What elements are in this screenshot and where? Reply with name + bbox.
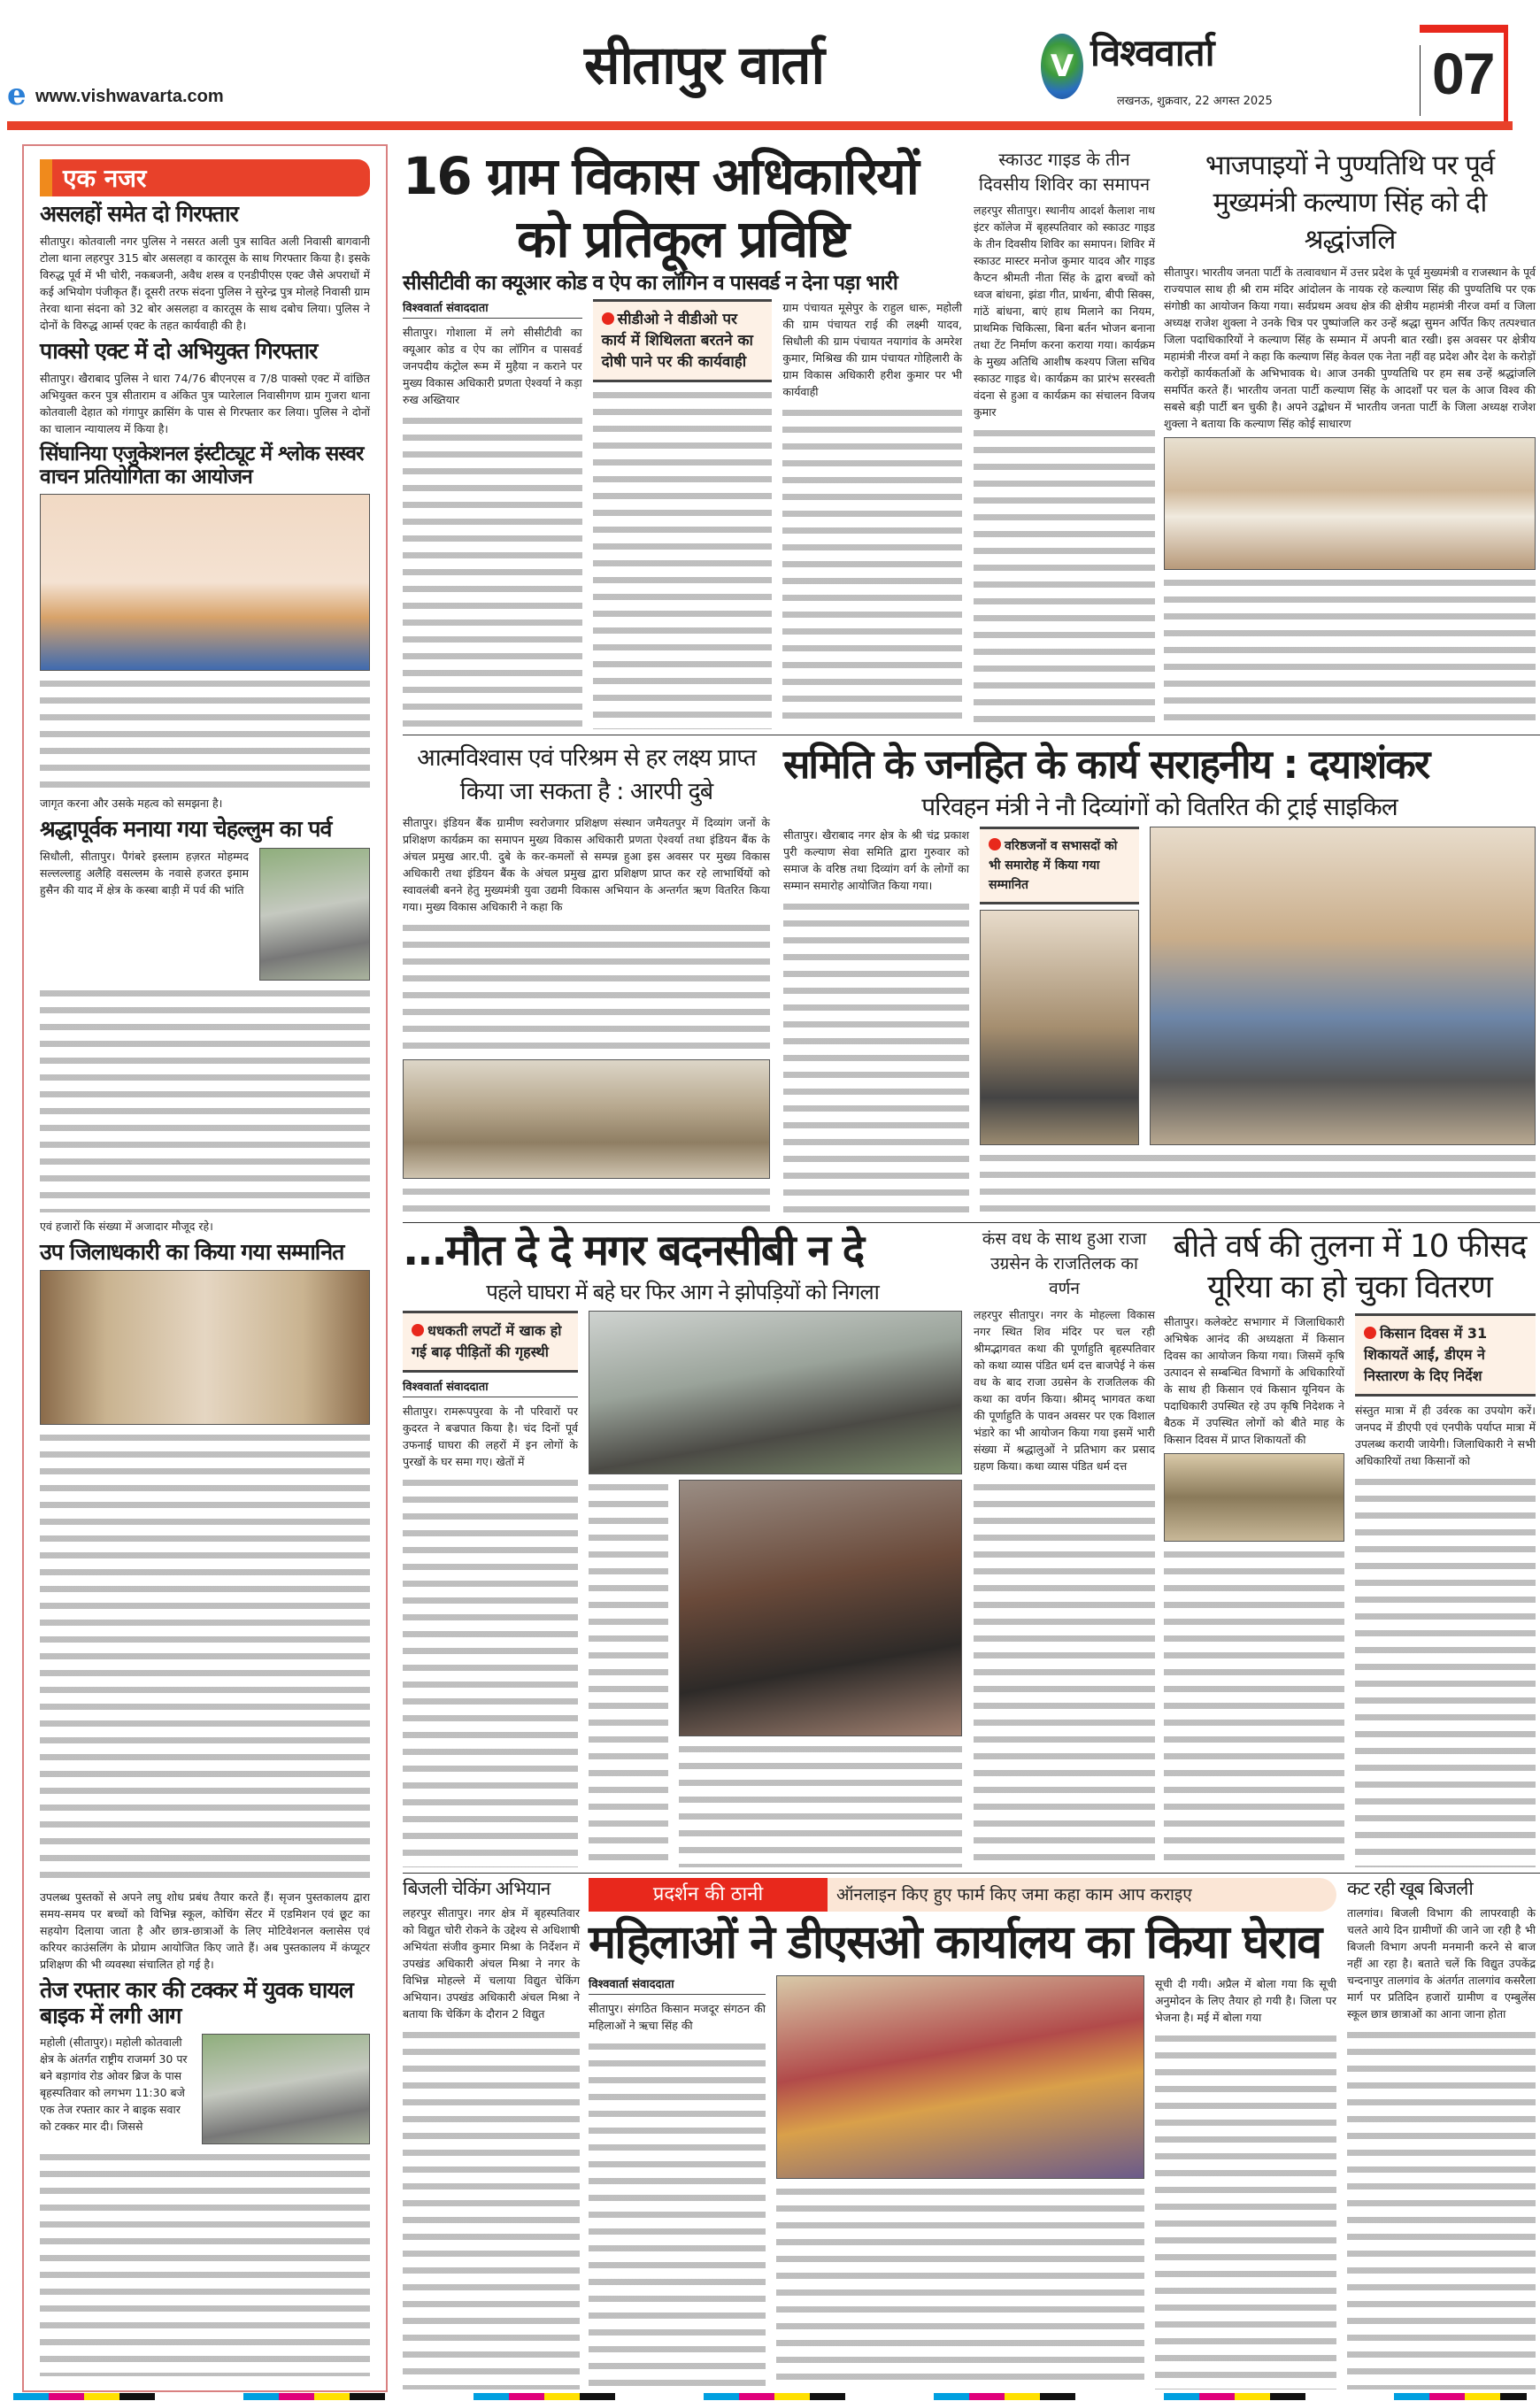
lead-headline: को प्रतिकूल प्रविष्टि (516, 208, 849, 269)
library-photo (40, 1270, 370, 1425)
tribute-meeting-photo (1164, 437, 1536, 570)
paper-logo-icon: V (1041, 34, 1083, 99)
masthead (0, 0, 1540, 133)
story-body: संस्तुत मात्रा में ही उर्वरक का उपयोग करें। जनपद में डीएपी एवं एनपीके पर्याप्त मात्रा में उपलब्ध करायी जायेगी। जिलाधिकारी ने सभी अधिकारियों तथा किसानों को (1355, 1404, 1536, 1467)
highlight-text: किसान दिवस में 31 शिकायतें आईं, डीएम ने निस्तारण के दिए निर्देश (1364, 1325, 1488, 1384)
samiti-story (783, 742, 1536, 1218)
story-body: लहरपुर सीतापुर। स्थानीय आदर्श कैलाश नाथ इंटर कॉलेज में बृहस्पतिवार को स्काउट गाइड के तीन दिवसीय शिविर का समापन। शिविर में स्काउट मास्टर मनोज कुमार यादव और गाइड कैप्टन श्रीमती नीता सिंह के द्वारा बच्चों को ध्वज बांधना, झंडा गीत, प्रार्थना, बीपी सिक्स, गांठें बांधना, बाएं हाथ मिलाने का नियम, प्राथमिक चिकित्सा, बिना बर्तन भोजन बनाना तथा टेंट निर्माण करना कराया गया। कार्यक्रम के मुख्य अतिथि आशीष कश्यप जिला सचिव स्काउट गाइड थे। कार्यक्रम का प्रारंभ सरस्वती वंदना से हुआ व कार्यक्रम का संचालन विजय कुमार (974, 204, 1155, 419)
electricity-check-headline: बिजली चेकिंग अभियान (403, 1878, 551, 1899)
story-body: लहरपुर सीतापुर। नगर क्षेत्र में बृहस्पतिवार को विद्युत चोरी रोकने के उद्देश्य से अधिशाषी अभियंता संजीव कुमार मिश्रा के निर्देशन में उपखंड अधिकारी अंचल मिश्रा ने नगर के विभिन्न मोहल्ले में चलाया विद्युत चेकिंग अभियान। उपखंड अधिकारी अंचल मिश्रा ने बताया कि चेकिंग के दौरान 2 विद्युत (403, 1906, 580, 2021)
lead-story (403, 147, 962, 729)
fire-highlight-box (403, 1311, 578, 1373)
bjp-headline: भाजपाइयों ने पुण्यतिथि पर पूर्व मुख्यमंत्री कल्याण सिंह को दी श्रद्धांजलि (1205, 150, 1495, 256)
scout-headline: स्काउट गाइड के तीन दिवसीय शिविर का समापन (978, 149, 1151, 195)
story-headline: पाक्सो एक्ट में दो अभियुक्त गिरफ्तार (40, 337, 318, 364)
story-headline: श्रद्धापूर्वक मनाया गया चेहल्लुम का पर्व (40, 816, 332, 843)
paper-name: विश्ववार्ता (1090, 31, 1214, 74)
tricycle-recipients-photo (980, 910, 1139, 1145)
story-body: ग्राम पंचायत मूसेपुर के राहुल धारू, महोली की ग्राम पंचायत राई की लक्ष्मी यादव, सिधौली की ग्राम पंचायत नयागांव के अमरेश कुमार, मिश्रिख की ग्राम पंचायत गोहिलारी के ग्राम विकास अधिकारी हरीश कुमार पर भी कार्यवाही (782, 300, 963, 398)
story-body: महोली (सीतापुर)। महोली कोतवाली क्षेत्र के अंतर्गत राष्ट्रीय राजमर्ग 30 पर बने बड़ागांव रोड ओवर ब्रिज के पास बृहस्पतिवार को लगभग 11:30 बजे एक तेज रफ्तार कार ने बाइक सवार को टक्कर मार दी। जिससे (40, 2035, 188, 2134)
burnt-huts-photo (589, 1311, 962, 1474)
bullet-icon (602, 312, 614, 325)
urea-highlight-box (1355, 1313, 1536, 1397)
story-body-text (1347, 2028, 1536, 2389)
story-body-text (1155, 2031, 1336, 2389)
lead-headline: 16 ग्राम विकास अधिकारियों (403, 146, 918, 206)
power-cut-story (1347, 1878, 1536, 2389)
story-body-text (40, 1430, 370, 1882)
story-body-text (1355, 1474, 1536, 1867)
story-body-text (40, 2150, 370, 2376)
fire-victims-photo (679, 1480, 962, 1736)
fire-subhead: पहले घाघरा में बहे घर फिर आग ने झोपड़ियों को निगला (486, 1280, 879, 1305)
story-body-text (589, 2039, 766, 2389)
samiti-highlight-box (980, 827, 1139, 904)
story-body: सूची दी गयी। अप्रैल में बोला गया कि सूची अनुमोदन के लिए तैयार हो गयी है। जिला पर भेजना है। मई में बोला गया (1155, 1976, 1336, 2024)
students-photo (40, 494, 370, 671)
electricity-check-story (403, 1878, 580, 2389)
story-body-text (40, 986, 370, 1212)
story-body-text (974, 426, 1155, 729)
byline: विश्ववार्ता संवाददाता (589, 1975, 766, 1995)
protest-quote-banner (828, 1878, 1336, 1912)
story-body-text (980, 1150, 1536, 1218)
story-body-text (403, 1184, 770, 1218)
training-photo (403, 1059, 770, 1179)
protest-story (589, 1878, 1336, 2389)
section-title: सीतापुर वार्ता (584, 35, 823, 96)
bullet-icon (412, 1324, 424, 1336)
masthead-rule (7, 121, 1513, 130)
story-body: जागृत करना और उसके महत्व को समझना है। (40, 796, 223, 811)
story-body: सीतापुर। इंडियन बैंक ग्रामीण स्वरोजगार प्रशिक्षण संस्थान जमैयतपुर में दिव्यांग जनों के प्रशिक्षण कार्यक्रम का समापन मुख्य विकास अधिकारी प्रणता ऐश्वर्या तथा इंडियन बैंक के अंचल प्रमुख आर.पी. दुबे के कर-कमलों से सम्पन्न हुआ इस अवसर पर मुख्य विकास अधिकारी तथा इंडियन बैंक के अंचल प्रमुख द्वारा प्रशिक्षण प्राप्त कर रहे लाभार्थियों को स्वावलंबी बनने हेतु मुख्यमंत्री युवा उद्यमी विकास अभियान के अन्तर्गत ऋण वितरित किया गया। मुख्य विकास अधिकारी ने कहा कि (403, 816, 770, 913)
page-number: 07 (1432, 41, 1494, 106)
story-body: लहरपुर सीतापुर। नगर के मोहल्ला विकास नगर स्थित शिव मंदिर पर चल रही श्रीमद्भागवत कथा की पूर्णाहुति बृहस्पतिवार को कथा व्यास पंडित धर्म दत्त बाजपेई ने कंस वध के बाद राजा उग्रसेन के राजतिलक की कथा का वर्णन किया। श्रीमद् भागवत कथा की पूर्णाहुति के पावन अवसर पर एक विशाल भंडारे का भी आयोजन किया गया इसमें भारी संख्या में श्रद्धालुओं ने प्रतिभाग कर प्रसाद ग्रहण किया। कथा व्यास पंडित धर्म दत्त (974, 1308, 1155, 1473)
story-body: सीतापुर। रामरूपपुरवा के नौ परिवारों पर कुदरत ने बज्रपात किया है। चंद दिनों पूर्व उफनाई घाघरा की लहरों में इन लोगों के पुरखों के घर समा गए। खेतों में (403, 1404, 578, 1468)
story-body: सीतापुर। संगठित किसान मजदूर संगठन की महिलाओं ने ऋचा सिंह की (589, 2001, 766, 2032)
lead-highlight-box (593, 299, 773, 382)
ek-nazar-banner (40, 159, 370, 196)
story-body-text (679, 1742, 962, 1867)
story-body: सीतापुर। कलेक्टेट सभागार में जिलाधिकारी अभिषेक आनंद की अध्यक्षता में किसान दिवस का आयोजन किया गया। जिसमें कृषि उत्पादन से सम्बन्धित विभागों के अधिकारियों के साथ ही किसान एवं किसान यूनियन के पदाधिकारी उपस्थित रहे उप कृषि निदेशक ने बैठक में उपस्थित लोगों को बीते माह के किसान दिवस में प्राप्त शिकायतों की (1164, 1315, 1344, 1446)
protest-quote: ऑनलाइन किए हुए फार्म किए जमा कहा काम आप कराइए (836, 1885, 1192, 1905)
story-body-text (974, 1480, 1155, 1867)
byline: विश्ववार्ता संवाददाता (403, 1378, 578, 1397)
print-registration-strip (13, 2393, 1527, 2400)
highlight-text: सीडीओ ने वीडीओ पर कार्य में शिथिलता बरतने का दोषी पाने पर की कार्यवाही (601, 310, 753, 371)
rseti-headline: आत्मविश्वास एवं परिश्रम से हर लक्ष्य प्राप्त किया जा सकता है : आरपी दुबे (417, 744, 756, 805)
story-body-text (403, 1475, 578, 1867)
story-body-text (403, 2028, 580, 2389)
protest-headline: महिलाओं ने डीएसओ कार्यालय का किया घेराव (589, 1916, 1321, 1969)
story-body: सीतापुर। खैराबाद नगर क्षेत्र के श्री चंद्र प्रकाश पुरी कल्याण सेवा समिति द्वारा गुरुवार को समाज के वरिष्ठ तथा दिव्यांग वर्ग के लोगों का सम्मान समारोह आयोजित किया गया। (783, 827, 969, 892)
scout-story (974, 147, 1155, 729)
byline: विश्ववार्ता संवाददाता (403, 299, 582, 319)
protest-tag-label: प्रदर्शन की ठानी (652, 1883, 764, 1905)
story-headline: असलहों समेत दो गिरफ्तार (40, 201, 238, 227)
story-body-text (40, 676, 370, 789)
story-body: सीतापुर। भारतीय जनता पार्टी के तत्वावधान में उत्तर प्रदेश के पूर्व मुख्यमंत्री व राजस्थान के पूर्व राज्यपाल साथ ही श्री राम मंदिर आंदोलन के नायक रहे कल्याण सिंह की पुण्यतिथि पर एक संगोष्ठी का आयोजन किया गया। सर्वप्रथम अवध क्षेत्र की क्षेत्रीय महामंत्री नीरज वर्मा व जिला अध्यक्ष राजेश शुक्ला ने उनके चित्र पर पुष्पांजलि कर उन्हें श्रद्धा सुमन अर्पित किए तत्पश्चात जिला पदाधिकारियों ने कल्याण सिंह के सम्मान में अपनी बात रखी। इस अवसर पर क्षेत्रीय महामंत्री नीरज वर्मा ने कहा कि कल्याण सिंह केवल एक नेता नहीं वह प्रदेश और देश के करोड़ों करोड़ों कार्यकर्ताओं के अभिभावक थे। आज उनकी पुण्यतिथि पर हम सब उन्हें श्रद्धांजलि समर्पित करते हैं। भारतीय जनता पार्टी कल्याण सिंह के आदर्शों पर चल के आज विश्व की सबसे बड़ी पार्टी बन चुकी है। अपने उद्बोधन में भारतीय जनता पार्टी के जिला अध्यक्ष राजेश शुक्ला ने बताया कि कल्याण सिंह कोई साधारण (1164, 265, 1536, 430)
divider (403, 1222, 1540, 1223)
kans-headline: कंस वध के साथ हुआ राजा उग्रसेन के राजतिलक का वर्णन (982, 1229, 1147, 1298)
story-body-text (783, 899, 969, 1218)
urea-headline: बीते वर्ष की तुलना में 10 फीसद यूरिया का हो चुका वितरण (1173, 1228, 1527, 1305)
story-body: सिधौली, सीतापुर। पैगंबरे इस्लाम हज़रत मोहम्मद सल्लल्लाहु अलैहि वसल्लम के नवासे हजरत इमाम हुसैन की याद में क्षेत्र के कस्बा बाड़ी में पर्व की भांति (40, 849, 249, 897)
page-number-box (1420, 25, 1508, 129)
lead-subhead: सीसीटीवी का क्यूआर कोड व ऐप का लॉगिन व पासवर्ड न देना पड़ा भारी (403, 272, 897, 296)
story-body-text (782, 405, 962, 729)
ek-nazar-label: एक नजर (63, 164, 147, 193)
power-cut-headline: कट रही खूब बिजली (1347, 1878, 1473, 1899)
story-headline: उप जिलाधकारी का किया गया सम्मानित (40, 1238, 344, 1265)
story-body-text (1164, 575, 1536, 729)
website-url[interactable]: www.vishwavarta.com (35, 87, 224, 106)
urea-story (1164, 1227, 1536, 1867)
protest-tag (589, 1878, 828, 1912)
browser-e-icon: e (7, 77, 27, 112)
procession-photo (259, 848, 370, 981)
story-headline: तेज रफ्तार कार की टक्कर में युवक घायल बाइक में लगी आग (40, 1976, 353, 2028)
ek-nazar-column (22, 144, 388, 2392)
story-body-text (593, 388, 773, 729)
story-body: सीतापुर। खैराबाद पुलिस ने धारा 74/76 बीएनएस व 7/8 पाक्सो एक्ट में वांछित अभियुक्त करन पुत्र सीताराम व अंकित पुत्र प्यारेलाल निवासीगण ग्राम गुजरा थाना कोतवाली देहात को गंगापुर क्रासिंग के पास से गिरफ्तार कर लिया। पुलिस ने दोनों का चालान न्यायालय में किया है। (40, 371, 370, 435)
divider (403, 1873, 1540, 1874)
rseti-story (403, 742, 770, 1218)
story-body: एवं हजारों कि संख्या में अजादार मौजूद रहे। (40, 1219, 213, 1233)
samiti-headline: समिति के जनहित के कार्य सराहनीय : दयाशंकर (783, 741, 1429, 788)
highlight-text: धधकती लपटों में खाक हो गई बाढ़ पीड़ितों की गृहस्थी (412, 1321, 562, 1360)
women-protest-photo (776, 1975, 1144, 2179)
story-body: उपलब्ध पुस्तकों से अपने लघु शोध प्रबंध तैयार करते हैं। सृजन पुस्तकालय द्वारा समय-समय पर बच्चों को विभिन्न स्कूल, कोचिंग सेंटर में एडमिशन एवं छूट का सहयोग दिलाया जाता है और छात्र-छात्राओं के लिए मोटिवेशनल क्लासेस एवं करियर काउंसलिंग के प्रोग्राम आयोजित किए जाते हैं। अब पुस्तकालय में कंप्यूटर प्रशिक्षण की भी व्यवस्था संचालित हो गई है। (40, 1889, 370, 1971)
bullet-icon (1364, 1327, 1376, 1339)
highlight-text: वरिष्ठजनों व सभासदों को भी समारोह में किया गया सम्मानित (989, 838, 1118, 892)
story-body-text (1164, 1547, 1344, 1867)
kans-story (974, 1227, 1155, 1867)
story-body-text (589, 1480, 668, 1867)
kisan-diwas-photo (1164, 1453, 1344, 1542)
burnt-bike-photo (202, 2034, 370, 2144)
story-body-text (403, 413, 582, 729)
tricycle-distribution-photo (1150, 827, 1536, 1145)
dateline: लखनऊ, शुक्रवार, 22 अगस्त 2025 (1117, 95, 1273, 108)
fire-headline: ...मौत दे दे मगर बदनसीबी न दे (403, 1226, 864, 1275)
story-body-text (776, 2184, 1144, 2389)
story-body: सीतापुर। गोशाला में लगे सीसीटीवी का क्यूआर कोड व ऐप का लॉगिन व पासवर्ड जनपदीय कंट्रोल रूम में मुहैया न कराने पर मुख्य विकास अधिकारी प्रणता ऐश्वर्या ने कड़ा रुख अख्तियार (403, 325, 582, 406)
bjp-story (1164, 147, 1536, 729)
story-body: सीतापुर। कोतवाली नगर पुलिस ने नसरत अली पुत्र सावित अली निवासी बागवानी टोला थाना लहरपुर 315 बोर असलहा व कारतूस के साथ गिरफ्तार किया है। इसके विरुद्ध पूर्व में भी चोरी, नकबजनी, अवैध शस्त्र व एनडीपीएस एक्ट जैसे अपराधों में कई अभियोग पंजीकृत हैं। दूसरी तरफ संदना पुलिस ने सुरेन्द्र पुत्र मोलहे निवासी ग्राम तेरवा थाना संदना को 32 बोर असलहा व कारतूस के साथ दबोच लिया। पुलिस ने दोनों के विरुद्ध आर्म्स एक्ट के तहत कार्यवाही की है। (40, 234, 370, 332)
samiti-subhead: परिवहन मंत्री ने नौ दिव्यांगों को वितरित की ट्राई साइकिल (921, 791, 1398, 821)
story-body: तालगांव। बिजली विभाग की लापरवाही के चलते आये दिन ग्रामीणों की जाने जा रही है भी बिजली विभाग अपनी मनमानी करने से बाज नहीं आ रहा है। बताते चलें कि विद्युत उपकेंद्र चन्दनापुर तालगांव के अंतर्गत तालगांव कसरैला मार्ग पर प्रतिदिन हजारों ग्रामीण व एम्बुलेंस स्कूल छात्र छात्राओं का आना जाना होता (1347, 1906, 1536, 2021)
story-headline: सिंघानिया एजुकेशनल इंस्टीट्यूट में श्लोक सस्वर वाचन प्रतियोगिता का आयोजन (40, 442, 364, 489)
fire-story (403, 1227, 962, 1867)
story-body-text (403, 920, 770, 1054)
bullet-icon (989, 838, 1001, 850)
